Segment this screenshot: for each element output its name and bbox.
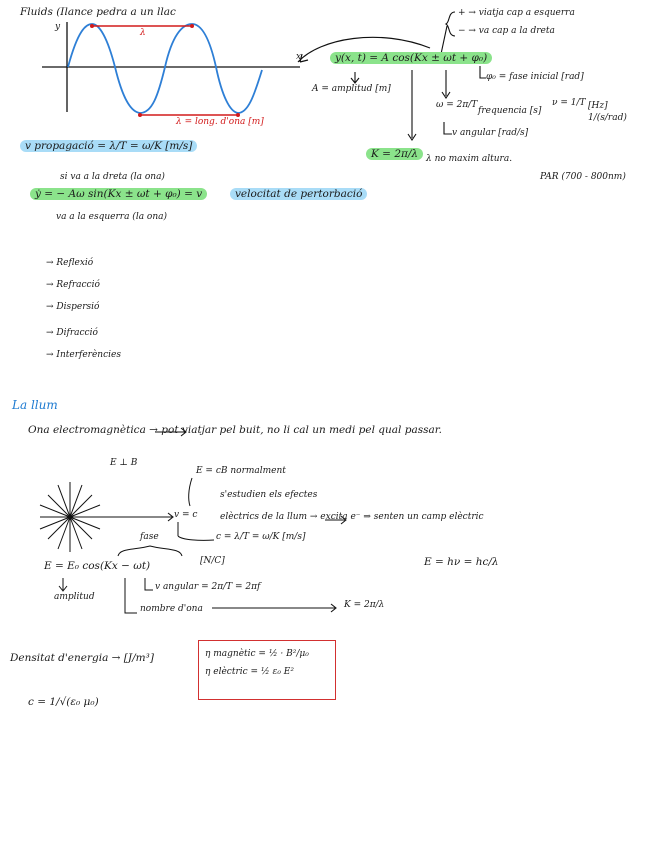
lambda-bottom-label: λ = long. d'ona [m] [176,117,264,127]
phenomenon-item: → Refracció [46,280,100,290]
propagation-velocity: v propagació = λ/T = ω/K [m/s] [20,140,197,152]
wavenumber-equation: K = 2π/λ [366,148,423,160]
phenomenon-item: → Difracció [46,328,98,338]
v-equals-c: v = c [174,510,198,520]
ecb-note: E = cB normalment [196,466,286,476]
ecb-note-2: s'estudien els efectes [220,490,318,500]
perpendicular-note: E ⊥ B [110,458,138,468]
ecb-note-3: elèctrics de la llum → excita e⁻ ⇒ senten un camp elèctric [220,512,484,522]
lambda-top-label: λ [140,28,146,38]
wave-equation: y(x, t) = A cos(Kx ± ωt + φ₀) [330,52,492,64]
angular-velocity-label: v angular = 2π/T = 2πf [155,582,261,592]
c-equation: c = λ/T = ω/K [m/s] [216,532,306,542]
wave-number-label: nombre d'ona [140,604,203,614]
ydot-top-note: si va a la dreta (la ona) [60,172,165,182]
wavenumber-note: λ no maxim altura. [426,154,513,164]
perturbation-velocity-label: velocitat de pertorbació [230,188,367,200]
energy-density-label: Densitat d'energia → [J/m³] [10,652,154,664]
wave-curve [68,24,262,113]
speed-of-light-formula: c = 1/√(ε₀ μ₀) [28,696,99,708]
sign-plus-note: + → viatja cap a esquerra [458,8,575,18]
omega-equation: ω = 2π/T [436,100,478,110]
phenomenon-item: → Reflexió [46,258,94,268]
page-title: Fluids (Ilance pedra a un llac [20,6,176,18]
fase-label: fase [140,532,159,542]
e-field-units: [N/C] [200,556,225,566]
omega-note: frequencia [s] [478,106,542,116]
energy-density-box [198,640,336,700]
phenomenon-item: → Dispersió [46,302,100,312]
photon-energy-eq: E = hν = hc/λ [424,556,499,568]
phase-note: φ₀ = fase inicial [rad] [486,72,584,82]
section-heading-light: La llum [12,398,58,412]
perturbation-velocity-eq: ẏ = − Aω sin(Kx ± ωt + φ₀) = v [30,188,207,200]
e-field-equation: E = E₀ cos(Kx − ωt) [44,560,151,572]
angular-note: v angular [rad/s] [452,128,529,138]
light-intro: Ona electromagnètica → pot viatjar pel buit, no li cal un medi pel qual passar. [28,424,442,436]
k-equation-light: K = 2π/λ [344,600,385,610]
phenomenon-item: → Interferències [46,350,121,360]
frequency-units: [Hz] 1/(s/rad) [588,101,627,123]
em-wave-vector-star [40,482,100,552]
amplitude-note: A = amplitud [m] [312,84,391,94]
frequency-equation: ν = 1/T [552,98,586,108]
graph-x-label: x [296,52,302,62]
magnetic-energy-density: η magnètic = ½ · B²/μ₀ [205,649,309,659]
amplitude-label: amplitud [54,592,95,602]
electric-energy-density: η elèctric = ½ ε₀ E² [205,667,294,677]
sign-minus-note: − → va cap a la dreta [458,26,555,36]
par-range: PAR (700 - 800nm) [540,172,626,182]
graph-y-label: y [55,22,61,32]
ydot-bottom-note: va a la esquerra (la ona) [56,212,168,222]
